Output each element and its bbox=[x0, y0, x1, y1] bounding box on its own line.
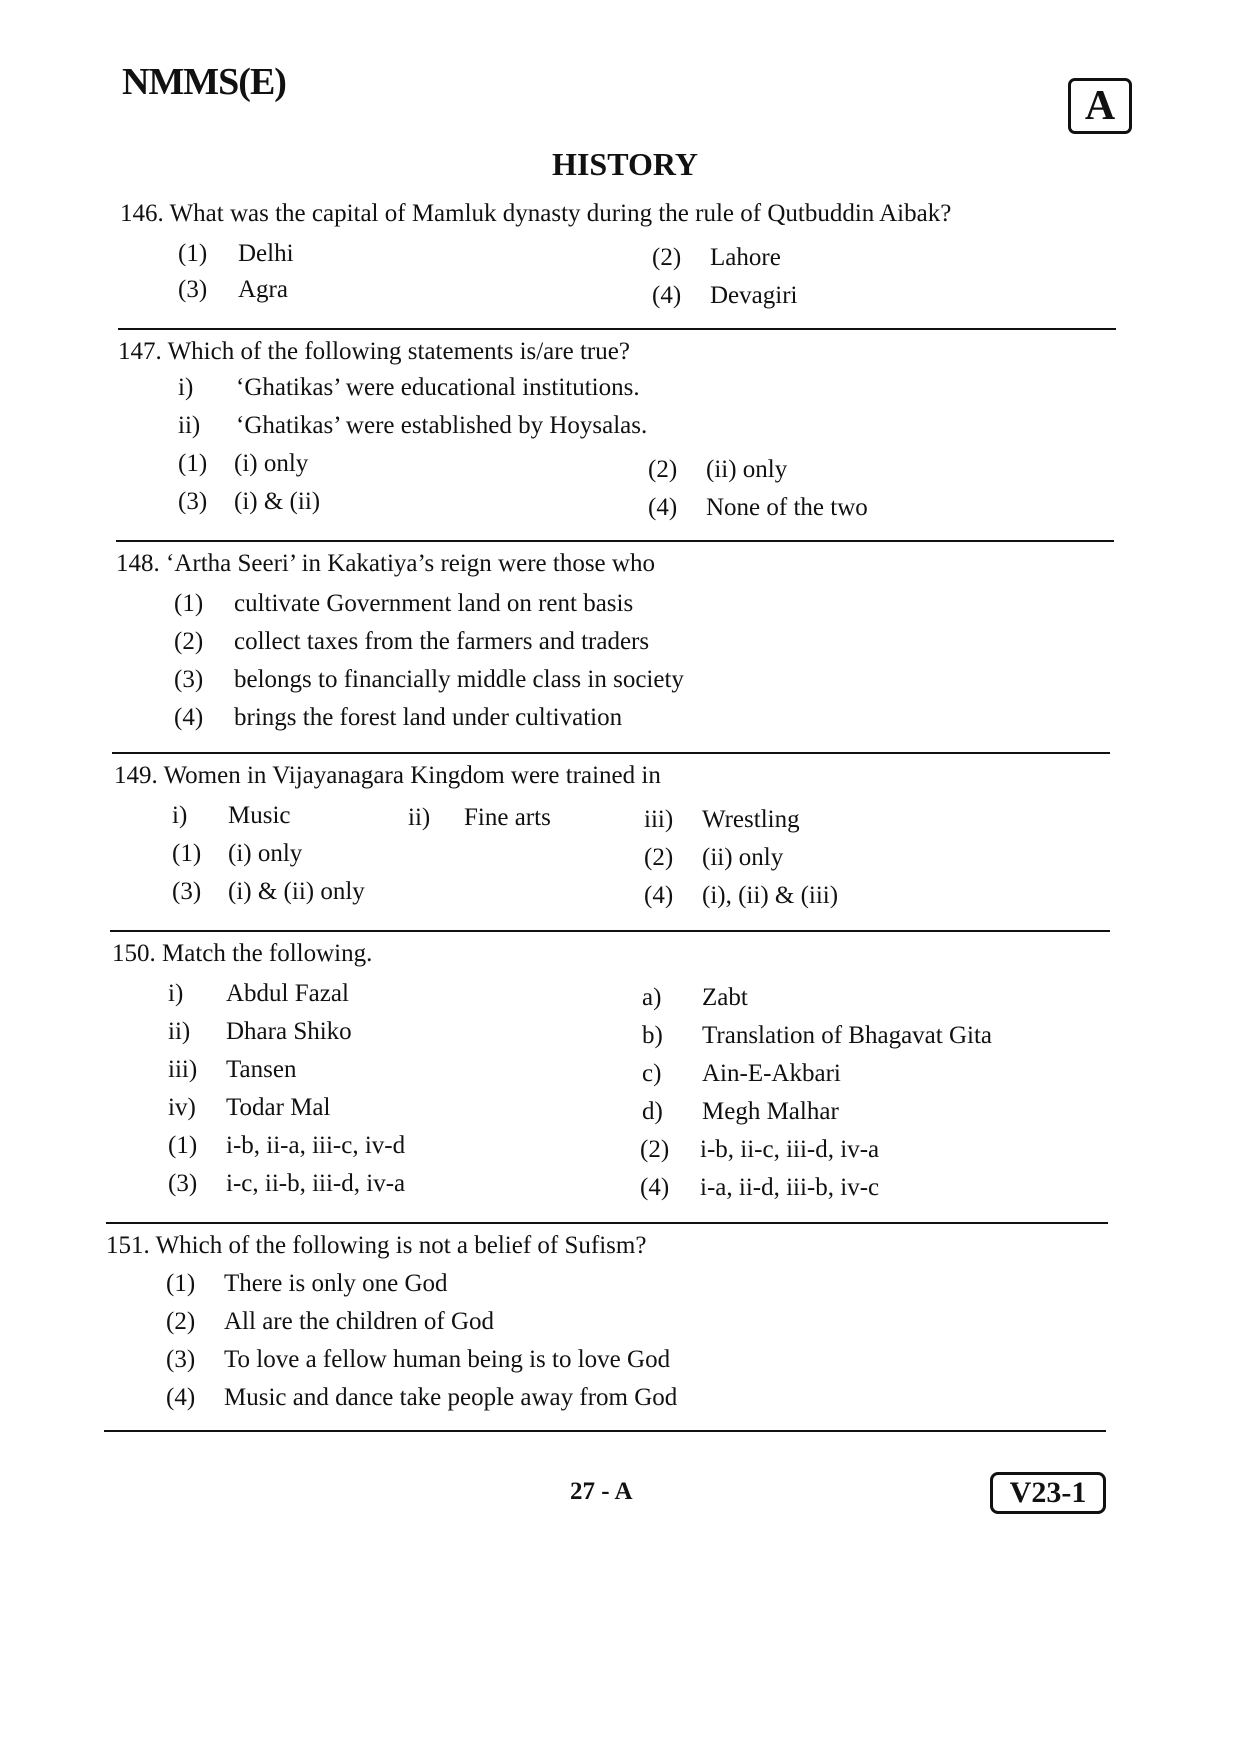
option-text: i-b, ii-a, iii-c, iv-d bbox=[226, 1132, 406, 1159]
match-right-b bbox=[642, 1022, 992, 1050]
question-text: Which of the following is not a belief of Sufism? bbox=[155, 1232, 647, 1259]
option-text: i-c, ii-b, iii-d, iv-a bbox=[226, 1170, 406, 1197]
match-left-iv bbox=[168, 1094, 330, 1122]
option-text: Devagiri bbox=[710, 282, 798, 309]
option-text: (i) & (ii) only bbox=[228, 878, 365, 905]
statement-iii bbox=[644, 806, 800, 834]
option-text: (i) only bbox=[228, 840, 303, 867]
option-2 bbox=[644, 844, 783, 872]
divider bbox=[112, 752, 1110, 754]
option-text: None of the two bbox=[706, 494, 868, 521]
match-text: Dhara Shiko bbox=[226, 1018, 352, 1045]
question-stem bbox=[120, 200, 951, 228]
option-label: (3) bbox=[168, 1170, 198, 1197]
option-label: (4) bbox=[652, 282, 682, 309]
question-number: 149. bbox=[114, 762, 158, 789]
option-label: (4) bbox=[166, 1384, 196, 1411]
question-stem bbox=[116, 550, 655, 578]
option-3 bbox=[172, 878, 365, 906]
option-3 bbox=[168, 1170, 405, 1198]
option-text: There is only one God bbox=[224, 1270, 448, 1297]
option-text: To love a fellow human being is to love God bbox=[224, 1346, 671, 1373]
match-label: c) bbox=[642, 1060, 662, 1087]
option-label: (3) bbox=[172, 878, 202, 905]
match-label: i) bbox=[168, 980, 184, 1007]
option-text: collect taxes from the farmers and traders bbox=[234, 628, 650, 655]
option-text: brings the forest land under cultivation bbox=[234, 704, 623, 731]
option-4 bbox=[640, 1174, 879, 1202]
option-label: (1) bbox=[172, 840, 202, 867]
match-text: Ain-E-Akbari bbox=[702, 1060, 841, 1087]
question-stem bbox=[118, 338, 630, 366]
option-label: (2) bbox=[644, 844, 674, 871]
section-title: HISTORY bbox=[552, 146, 698, 182]
question-text: Women in Vijayanagara Kingdom were trained in bbox=[163, 762, 661, 789]
option-label: (1) bbox=[178, 450, 208, 477]
match-label: iii) bbox=[168, 1056, 198, 1083]
statement-text: ‘Ghatikas’ were educational institutions. bbox=[236, 374, 640, 401]
option-label: (2) bbox=[652, 244, 682, 271]
option-label: (1) bbox=[166, 1270, 196, 1297]
option-2 bbox=[166, 1308, 494, 1336]
option-1 bbox=[172, 840, 302, 868]
option-label: (1) bbox=[174, 590, 204, 617]
option-2 bbox=[648, 456, 787, 484]
option-1 bbox=[174, 590, 633, 618]
match-text: Tansen bbox=[226, 1056, 297, 1083]
question-stem bbox=[112, 940, 372, 968]
question-text: Which of the following statements is/are true? bbox=[167, 338, 630, 365]
option-3 bbox=[166, 1346, 670, 1374]
match-left-i bbox=[168, 980, 349, 1008]
option-4 bbox=[648, 494, 868, 522]
match-label: d) bbox=[642, 1098, 663, 1125]
question-number: 147. bbox=[118, 338, 162, 365]
option-label: (4) bbox=[640, 1174, 670, 1201]
option-label: (3) bbox=[178, 488, 208, 515]
question-text: Match the following. bbox=[162, 940, 373, 967]
option-label: (4) bbox=[648, 494, 678, 521]
statement-label: ii) bbox=[408, 804, 431, 831]
match-left-ii bbox=[168, 1018, 352, 1046]
option-text: i-b, ii-c, iii-d, iv-a bbox=[700, 1136, 880, 1163]
match-left-iii bbox=[168, 1056, 296, 1084]
match-label: ii) bbox=[168, 1018, 191, 1045]
version-box: V23-1 bbox=[990, 1472, 1106, 1514]
option-1 bbox=[166, 1270, 448, 1298]
option-label: (2) bbox=[174, 628, 204, 655]
option-text: Delhi bbox=[238, 240, 294, 267]
match-right-c bbox=[642, 1060, 841, 1088]
divider bbox=[116, 540, 1114, 542]
option-text: Lahore bbox=[710, 244, 781, 271]
option-label: (2) bbox=[640, 1136, 670, 1163]
match-label: a) bbox=[642, 984, 662, 1011]
option-3 bbox=[178, 488, 320, 516]
match-text: Megh Malhar bbox=[702, 1098, 839, 1125]
option-text: Agra bbox=[238, 276, 288, 303]
option-4 bbox=[644, 882, 838, 910]
option-3 bbox=[174, 666, 684, 694]
exam-code: NMMS(E) bbox=[122, 61, 286, 103]
option-label: (4) bbox=[644, 882, 674, 909]
statement-label: i) bbox=[178, 374, 194, 401]
option-text: i-a, ii-d, iii-b, iv-c bbox=[700, 1174, 880, 1201]
option-label: (3) bbox=[174, 666, 204, 693]
option-label: (2) bbox=[648, 456, 678, 483]
question-number: 150. bbox=[112, 940, 156, 967]
divider bbox=[118, 328, 1116, 330]
question-stem bbox=[114, 762, 661, 790]
statement-i bbox=[178, 374, 640, 402]
option-text: (ii) only bbox=[702, 844, 784, 871]
option-1 bbox=[178, 450, 308, 478]
divider bbox=[106, 1222, 1108, 1224]
option-text: (i) only bbox=[234, 450, 309, 477]
option-label: (3) bbox=[166, 1346, 196, 1373]
divider bbox=[110, 930, 1110, 932]
match-label: b) bbox=[642, 1022, 663, 1049]
statement-ii bbox=[178, 412, 647, 440]
statement-text: Wrestling bbox=[702, 806, 800, 833]
statement-i bbox=[172, 802, 291, 830]
option-2 bbox=[652, 244, 781, 272]
question-stem bbox=[106, 1232, 646, 1260]
option-label: (1) bbox=[178, 240, 208, 267]
option-label: (2) bbox=[166, 1308, 196, 1335]
match-right-d bbox=[642, 1098, 839, 1126]
option-2 bbox=[174, 628, 649, 656]
statement-label: ii) bbox=[178, 412, 201, 439]
option-label: (4) bbox=[174, 704, 204, 731]
page-number: 27 - A bbox=[570, 1478, 633, 1505]
option-text: cultivate Government land on rent basis bbox=[234, 590, 634, 617]
option-text: (i) & (ii) bbox=[234, 488, 321, 515]
statement-text: Fine arts bbox=[464, 804, 551, 831]
option-text: belongs to financially middle class in society bbox=[234, 666, 684, 693]
statement-ii bbox=[408, 804, 551, 832]
option-3 bbox=[178, 276, 288, 304]
match-text: Todar Mal bbox=[226, 1094, 331, 1121]
match-right-a bbox=[642, 984, 748, 1012]
option-1 bbox=[168, 1132, 405, 1160]
question-number: 148. bbox=[116, 550, 160, 577]
match-text: Zabt bbox=[702, 984, 748, 1011]
statement-label: i) bbox=[172, 802, 188, 829]
option-label: (1) bbox=[168, 1132, 198, 1159]
option-4 bbox=[174, 704, 622, 732]
statement-text: ‘Ghatikas’ were established by Hoysalas. bbox=[236, 412, 648, 439]
option-text: (ii) only bbox=[706, 456, 788, 483]
question-text: What was the capital of Mamluk dynasty during the rule of Qutbuddin Aibak? bbox=[169, 200, 952, 227]
match-text: Abdul Fazal bbox=[226, 980, 349, 1007]
question-text: ‘Artha Seeri’ in Kakatiya’s reign were those who bbox=[166, 550, 655, 577]
statement-text: Music bbox=[228, 802, 291, 829]
option-2 bbox=[640, 1136, 879, 1164]
statement-label: iii) bbox=[644, 806, 674, 833]
set-label-box: A bbox=[1068, 78, 1132, 134]
option-4 bbox=[166, 1384, 677, 1412]
option-text: (i), (ii) & (iii) bbox=[702, 882, 839, 909]
option-text: Music and dance take people away from God bbox=[224, 1384, 678, 1411]
option-text: All are the children of God bbox=[224, 1308, 495, 1335]
match-label: iv) bbox=[168, 1094, 196, 1121]
match-text: Translation of Bhagavat Gita bbox=[702, 1022, 993, 1049]
option-4 bbox=[652, 282, 797, 310]
option-label: (3) bbox=[178, 276, 208, 303]
question-number: 146. bbox=[120, 200, 164, 227]
option-1 bbox=[178, 240, 294, 268]
question-number: 151. bbox=[106, 1232, 150, 1259]
divider bbox=[104, 1430, 1106, 1432]
